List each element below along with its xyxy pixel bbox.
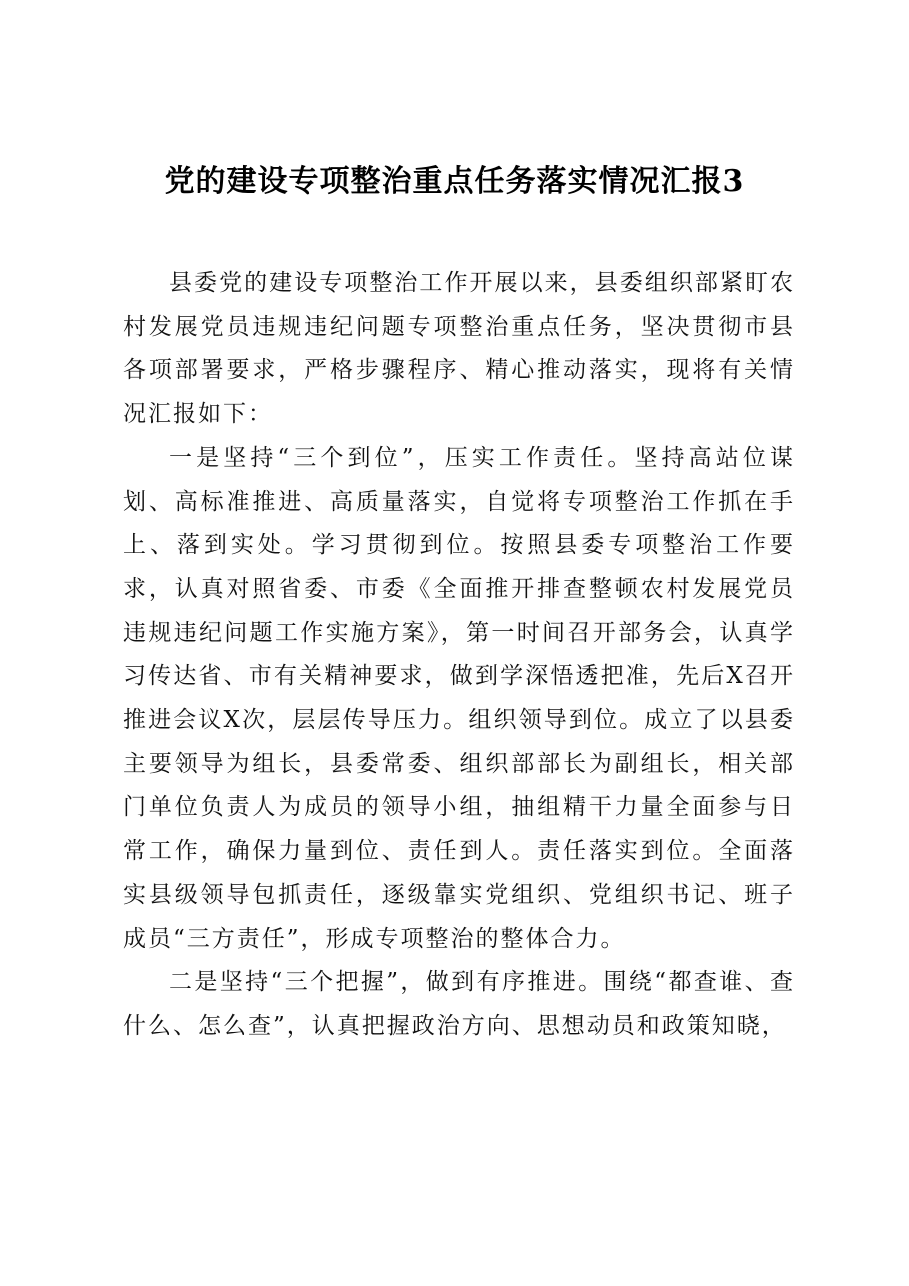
document-body [123, 262, 795, 1049]
document-title: 党的建设专项整治重点任务落实情况汇报3 [164, 164, 745, 199]
paragraph-intro: 县委党的建设专项整治工作开展以来，县委组织部紧盯农村发展党员违规违纪问题专项整治重点任务，坚决贯彻市县各项部署要求，严格步骤程序、精心推动落实，现将有关情况汇报如下： [123, 270, 795, 428]
paragraph-point-one: 一是坚持“三个到位”，压实工作责任。坚持高站位谋划、高标准推进、高质量落实，自觉将专项整治工作抓在手上、落到实处。学习贯彻到位。按照县委专项整治工作要求，认真对照省委、市委《全面推开排查整顿农村发展党员违规违纪问题工作实施方案》，第一时间召开部务会，认真学习传达省、市有关精神要求，做到学深悟透把准，先后X召开推进会议X次，层层传导压力。组织领导到位。成立了以县委主要领导为组长，县委常委、组织部部长为副组长，相关部门单位负责人为成员的领导小组，抽组精干力量全面参与日常工作，确保力量到位、责任到人。责任落实到位。全面落实县级领导包抓责任，逐级靠实党组织、党组织书记、班子成员“三方责任”，形成专项整治的整体合力。 [123, 444, 795, 952]
paragraph-point-two: 二是坚持“三个把握”，做到有序推进。围绕“都查谁、查什么、怎么查”，认真把握政治方向、思想动员和政策知晓， [123, 969, 795, 1039]
